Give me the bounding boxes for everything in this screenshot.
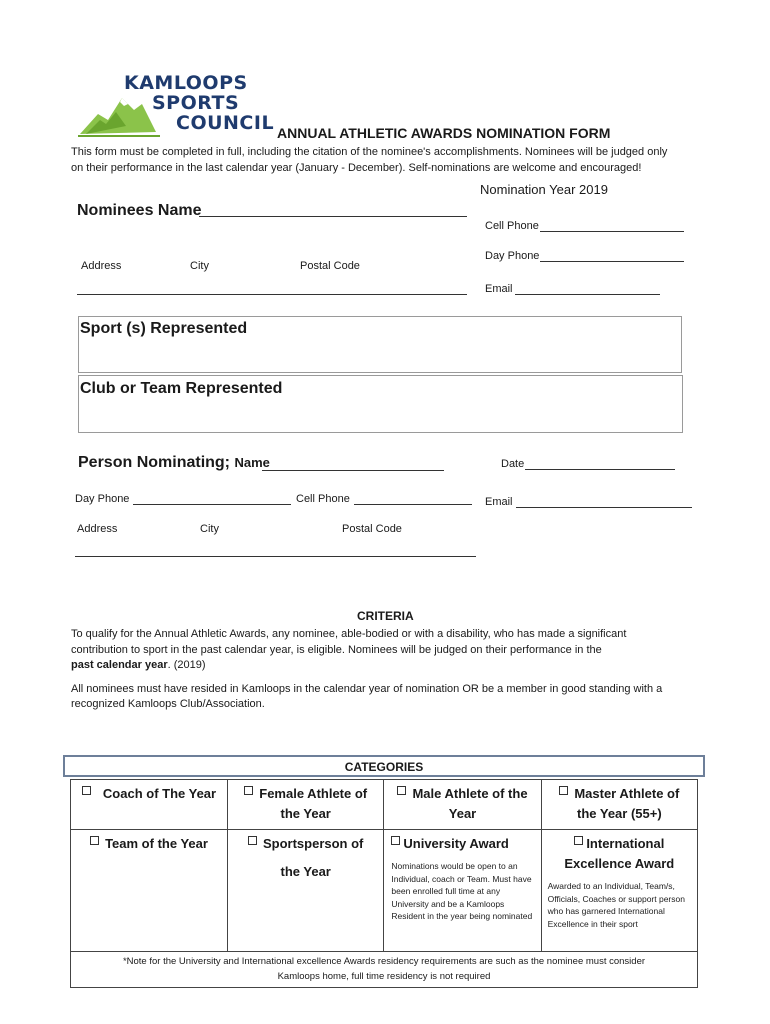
criteria-p2-line2: recognized Kamloops Club/Association. [71, 698, 265, 710]
nominator-email-field[interactable] [516, 507, 692, 508]
category-male-athlete[interactable] [384, 780, 541, 830]
nominator-email-label: Email [485, 496, 513, 508]
nominee-postal-code-label: Postal Code [300, 260, 360, 272]
checkbox-university[interactable] [391, 836, 400, 845]
category-team[interactable] [71, 830, 228, 952]
nominator-heading-row [78, 454, 270, 472]
nominator-name-label: Name [234, 455, 270, 470]
category-female-label-1: Female Athlete of [259, 786, 368, 801]
category-coach[interactable] [71, 780, 228, 830]
intro-line-2: on their performance in the last calendar year (January - December). Self-nominations are welcome and encouraged! [71, 162, 642, 174]
category-sportsperson-label-1: Sportsperson of [262, 836, 364, 851]
nominee-email-label: Email [485, 283, 513, 295]
nominee-address-label: Address [81, 260, 122, 272]
nominee-email-field[interactable] [515, 294, 660, 295]
category-international-label-1: International [586, 836, 665, 851]
category-female-label-2: the Year [280, 806, 331, 821]
category-master-label-2: the Year (55+) [576, 806, 662, 821]
criteria-year: . (2019) [167, 659, 206, 671]
residency-note [71, 952, 698, 988]
nominee-name-label: Nominees Name [77, 202, 202, 219]
categories-table [70, 779, 698, 988]
sport-label: Sport (s) Represented [80, 320, 248, 337]
nominee-day-phone-field[interactable] [540, 261, 684, 262]
nominee-city-label: City [190, 260, 209, 272]
nominator-date-label: Date [501, 458, 525, 470]
nominator-name-field[interactable] [262, 470, 444, 471]
categories-heading: CATEGORIES [344, 760, 424, 774]
category-master-athlete[interactable] [541, 780, 697, 830]
category-sportsperson-label-2: the Year [280, 864, 331, 879]
nominator-postal-code-label: Postal Code [342, 523, 402, 535]
criteria-p1-line1: To qualify for the Annual Athletic Awards, any nominee, able-bodied or with a disability, who has made a significant [71, 628, 627, 640]
nominee-cell-phone-label: Cell Phone [485, 220, 539, 232]
category-university-label: University Award [403, 836, 509, 851]
checkbox-coach[interactable] [82, 786, 91, 795]
categories-header [63, 755, 705, 777]
nominee-address-field[interactable] [77, 294, 467, 295]
category-male-label-1: Male Athlete of the [412, 786, 528, 801]
category-female-athlete[interactable] [228, 780, 384, 830]
nominator-address-label: Address [77, 523, 118, 535]
club-box[interactable] [78, 375, 683, 433]
checkbox-male-athlete[interactable] [397, 786, 406, 795]
nominator-day-phone-label: Day Phone [75, 493, 130, 505]
residency-note-line-1: *Note for the University and International excellence Awards residency requirements are such as the nominee must consider [122, 956, 646, 967]
nominator-cell-phone-field[interactable] [354, 504, 472, 505]
sport-box[interactable] [78, 316, 682, 373]
nominator-date-field[interactable] [525, 469, 675, 470]
nominator-city-label: City [200, 523, 219, 535]
nominator-heading: Person Nominating; [78, 454, 231, 471]
residency-note-line-2: Kamloops home, full time residency is not required [277, 971, 491, 982]
checkbox-master-athlete[interactable] [559, 786, 568, 795]
checkbox-female-athlete[interactable] [244, 786, 253, 795]
logo-line-1: KAMLOOPS [124, 72, 248, 94]
criteria-past-calendar-year: past calendar year [71, 659, 168, 671]
nominee-day-phone-label: Day Phone [485, 250, 540, 262]
nominator-day-phone-field[interactable] [133, 504, 291, 505]
category-international-desc: Awarded to an Individual, Team/s, Officials, Coaches or support person who has garnered International Excellence in their sport [547, 881, 685, 929]
nominator-address-field[interactable] [75, 556, 476, 557]
category-international[interactable] [541, 830, 697, 952]
nominator-cell-phone-label: Cell Phone [296, 493, 350, 505]
checkbox-team[interactable] [90, 836, 99, 845]
criteria-p1-line2: contribution to sport in the past calendar year, is eligible. Nominees will be judged on their performance in the [71, 644, 602, 656]
criteria-p1-line3 [71, 659, 206, 671]
form-title: ANNUAL ATHLETIC AWARDS NOMINATION FORM [277, 125, 611, 141]
category-team-label: Team of the Year [105, 836, 208, 851]
nomination-year: Nomination Year 2019 [480, 182, 608, 197]
logo-line-3: COUNCIL [176, 112, 275, 134]
logo-line-2: SPORTS [152, 92, 240, 114]
category-international-label-2: Excellence Award [564, 856, 675, 871]
logo [76, 70, 276, 140]
category-master-label-1: Master Athlete of [574, 786, 680, 801]
category-university-desc: Nominations would be open to an Individual, coach or Team. Must have been enrolled full time at any University and be a Kamloops Resident in the year being nominated [391, 861, 533, 921]
checkbox-international[interactable] [574, 836, 583, 845]
category-university[interactable] [384, 830, 541, 952]
checkbox-sportsperson[interactable] [248, 836, 257, 845]
club-label: Club or Team Represented [80, 380, 283, 397]
criteria-heading: CRITERIA [357, 609, 414, 623]
nominee-cell-phone-field[interactable] [540, 231, 684, 232]
category-sportsperson[interactable] [228, 830, 384, 952]
category-coach-label: Coach of The Year [102, 786, 217, 801]
intro-line-1: This form must be completed in full, including the citation of the nominee's accomplishments. Nominees will be judged only [71, 146, 668, 158]
nominee-name-field[interactable] [199, 216, 467, 217]
criteria-p2-line1: All nominees must have resided in Kamloops in the calendar year of nomination OR be a member in good standing with a [71, 683, 663, 695]
category-male-label-2: Year [448, 806, 477, 821]
